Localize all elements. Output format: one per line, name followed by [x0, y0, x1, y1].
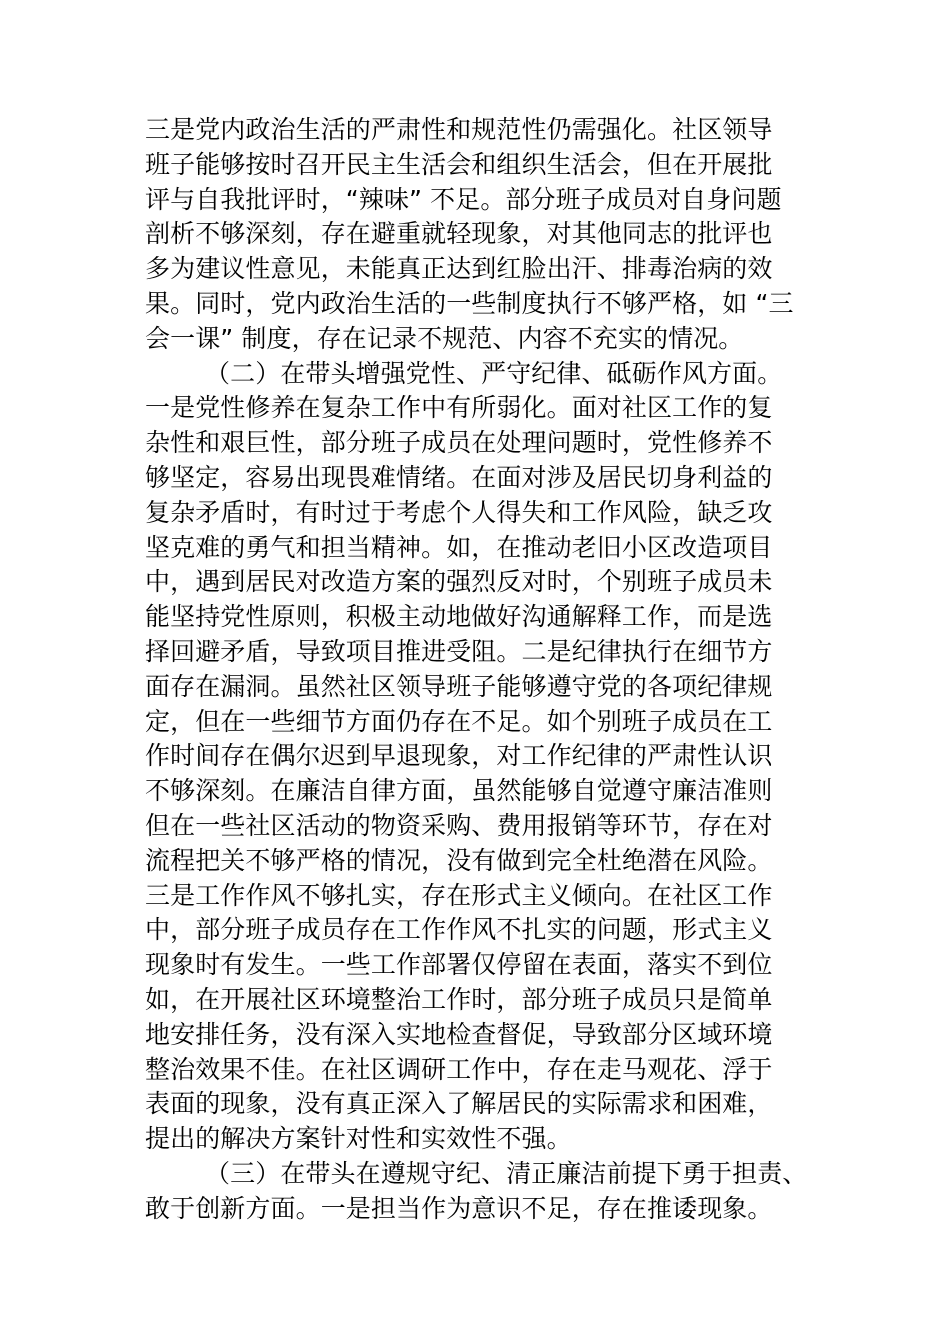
- text-line: 班子能够按时召开民主生活会和组织生活会，但在开展批: [145, 149, 773, 179]
- text-line: 三是党内政治生活的严肃性和规范性仍需强化。社区领导: [145, 115, 773, 144]
- text-line: 果。同时，党内政治生活的一些制度执行不够严格，如 “三: [145, 288, 794, 318]
- text-line: 坚克难的勇气和担当精神。如，在推动老旧小区改造项目: [145, 532, 773, 562]
- text-line: 流程把关不够严格的情况，没有做到完全杜绝潜在风险。: [145, 845, 773, 875]
- text-line: 复杂矛盾时，有时过于考虑个人得失和工作风险，缺乏攻: [145, 497, 773, 527]
- text-line: 定，但在一些细节方面仍存在不足。如个别班子成员在工: [145, 706, 773, 736]
- text-line: 一是党性修养在复杂工作中有所弱化。面对社区工作的复: [145, 393, 773, 423]
- section-heading-2: （二）在带头增强党性、严守纪律、砥砺作风方面。: [205, 358, 783, 388]
- text-line: 敢于创新方面。一是担当作为意识不足，存在推诿现象。: [145, 1193, 773, 1223]
- text-line: 作时间存在偶尔迟到早退现象，对工作纪律的严肃性认识: [145, 741, 773, 771]
- text-line: 会一课” 制度，存在记录不规范、内容不充实的情况。: [145, 323, 744, 353]
- section-heading-3: （三）在带头在遵规守纪、清正廉洁前提下勇于担责、: [205, 1158, 808, 1188]
- text-line: 杂性和艰巨性，部分班子成员在处理问题时，党性修养不: [145, 428, 773, 458]
- text-line: 评与自我批评时，“辣味” 不足。部分班子成员对自身问题: [145, 184, 782, 214]
- text-line: 能坚持党性原则，积极主动地做好沟通解释工作，而是选: [145, 602, 773, 632]
- text-line: 如，在开展社区环境整治工作时，部分班子成员只是简单: [145, 984, 773, 1014]
- text-line: 中，遇到居民对改造方案的强烈反对时，个别班子成员未: [145, 567, 773, 597]
- text-line: 现象时有发生。一些工作部署仅停留在表面，落实不到位: [145, 950, 773, 980]
- text-line: 表面的现象，没有真正深入了解居民的实际需求和困难，: [145, 1089, 773, 1119]
- text-line: 地安排任务，没有深入实地检查督促，导致部分区域环境: [145, 1019, 773, 1049]
- text-line: 中，部分班子成员存在工作作风不扎实的问题，形式主义: [145, 915, 773, 945]
- text-line: 择回避矛盾，导致项目推进受阻。二是纪律执行在细节方: [145, 636, 773, 666]
- text-line: 多为建议性意见，未能真正达到红脸出汗、排毒治病的效: [145, 254, 773, 284]
- text-line: 但在一些社区活动的物资采购、费用报销等环节，存在对: [145, 810, 773, 840]
- document-body: [145, 113, 820, 1227]
- text-line: 三是工作作风不够扎实，存在形式主义倾向。在社区工作: [145, 880, 773, 910]
- text-line: 面存在漏洞。虽然社区领导班子能够遵守党的各项纪律规: [145, 671, 773, 701]
- text-line: 够坚定，容易出现畏难情绪。在面对涉及居民切身利益的: [145, 462, 773, 492]
- text-line: 整治效果不佳。在社区调研工作中，存在走马观花、浮于: [145, 1054, 773, 1084]
- text-line: 不够深刻。在廉洁自律方面，虽然能够自觉遵守廉洁准则: [145, 776, 773, 806]
- text-line: 提出的解决方案针对性和实效性不强。: [145, 1124, 572, 1154]
- text-line: 剖析不够深刻，存在避重就轻现象，对其他同志的批评也: [145, 219, 773, 249]
